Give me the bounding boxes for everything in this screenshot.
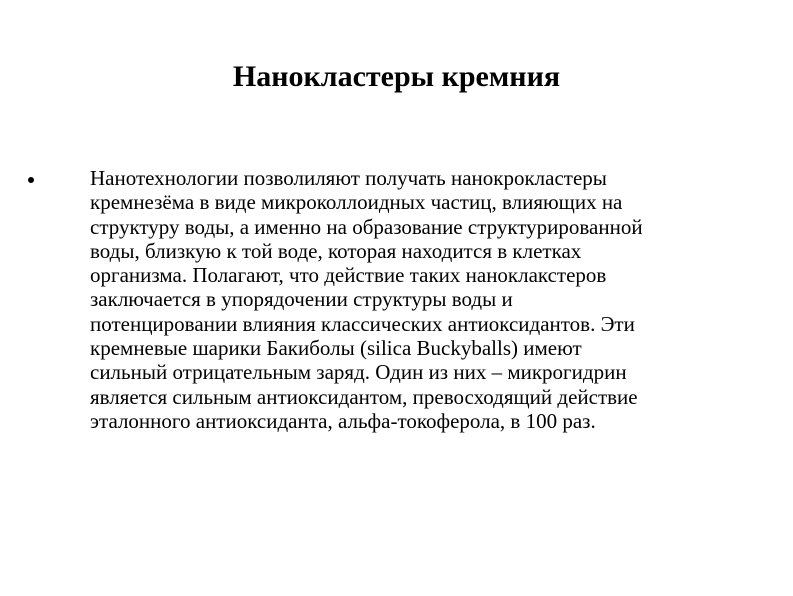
bullet-text: Нанотехнологии позволиляют получать нанокрокластеры кремнезёма в виде микроколлоидных частиц, влияющих на структуру воды, а именно на образование структурированной воды, близкую к той воде, которая находится в клетках организма. Полагают, что действие таких наноклакстеров заключается в упорядочении структуры воды и потенцировании влияния классических антиоксидантов. Эти кремневые шарики Бакиболы (silica Buckyballs) имеют сильный отрицательным заряд. Один из них – микрогидрин является сильным антиоксидантом, превосходящий действие эталонного антиоксиданта, альфа-токоферола, в 100 раз. bbox=[90, 166, 643, 433]
slide-title: Нанокластеры кремния bbox=[232, 60, 561, 93]
bullet-dot-icon bbox=[28, 177, 34, 183]
bullet-marker bbox=[28, 167, 42, 181]
bullet-list-item bbox=[28, 166, 758, 433]
